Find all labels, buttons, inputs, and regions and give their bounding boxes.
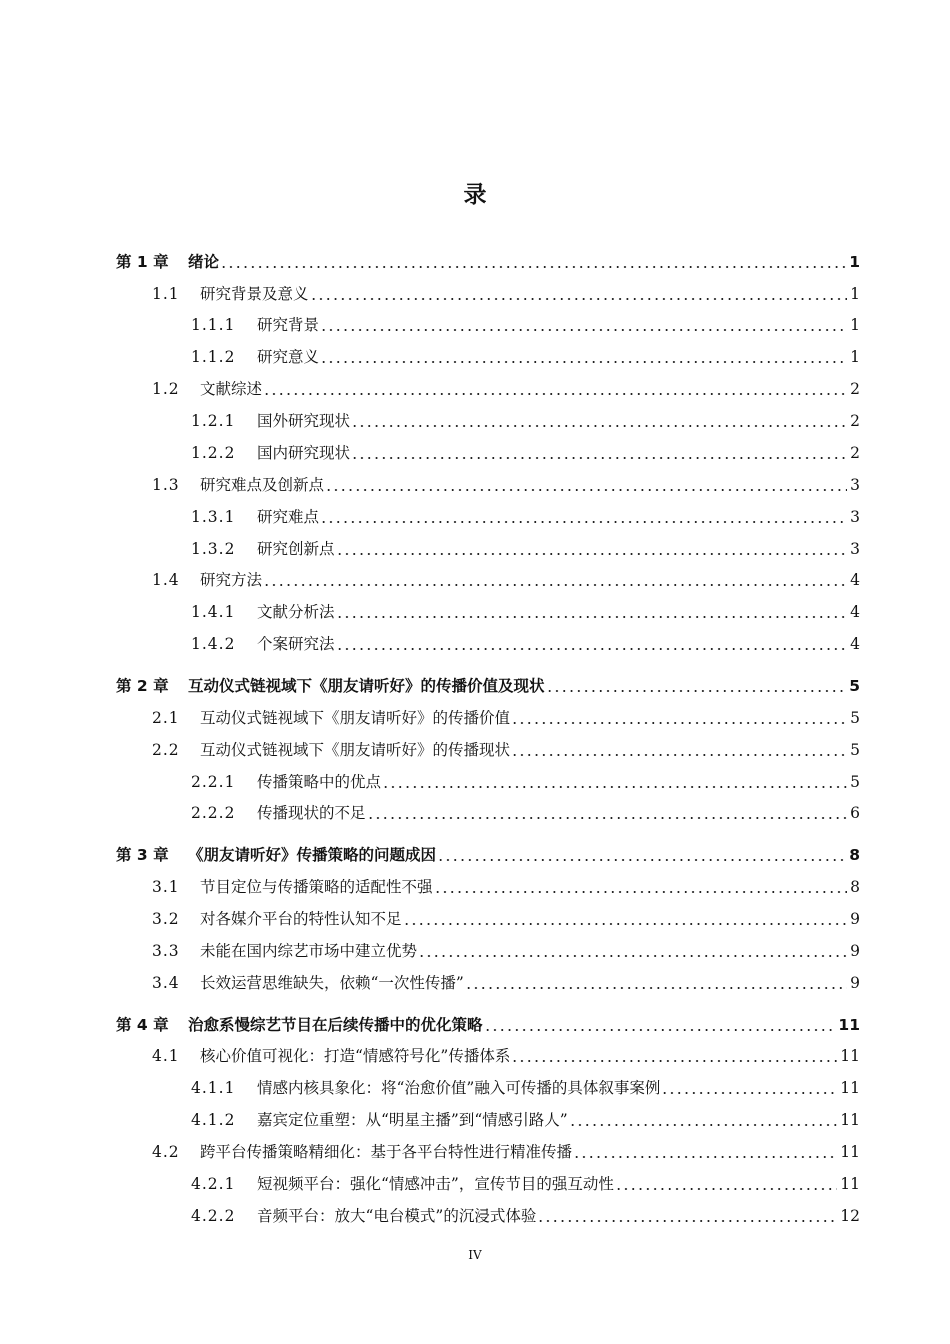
toc-entry-number: 1.4 [152, 571, 180, 589]
toc-entry[interactable] [191, 801, 860, 823]
toc-entry[interactable] [152, 971, 860, 993]
toc-entry[interactable] [191, 313, 860, 335]
toc-entry-number: 1.4.2 [191, 635, 236, 653]
toc-entry-title: 未能在国内综艺市场中建立优势 [200, 942, 418, 960]
toc-entry-title: 研究难点及创新点 [200, 476, 325, 494]
toc-entry-page: 12 [840, 1207, 860, 1225]
dot-leader [537, 1220, 837, 1222]
toc-entry-title: 研究难点 [257, 508, 320, 526]
toc-entry[interactable] [152, 377, 860, 399]
toc-entry-number: 1.2.2 [191, 444, 236, 462]
dot-leader [320, 361, 847, 363]
toc-entry-page: 9 [850, 942, 860, 960]
toc-entry-page: 8 [850, 878, 860, 896]
toc-entry-number: 4.1.2 [191, 1111, 236, 1129]
toc-entry-page: 5 [850, 773, 860, 791]
toc-entry-title: 嘉宾定位重塑：从“明星主播”到“情感引路人” [257, 1111, 568, 1129]
toc-entry[interactable] [152, 568, 860, 590]
toc-entry[interactable] [191, 600, 860, 622]
toc-entry[interactable] [191, 505, 860, 527]
dot-leader [546, 690, 847, 692]
dot-leader [661, 1092, 837, 1094]
toc-entry-number: 2.2 [152, 741, 180, 759]
toc-entry-page: 4 [850, 603, 860, 621]
toc-entry[interactable] [191, 1108, 860, 1130]
dot-leader [351, 425, 847, 427]
toc-entry-page: 6 [850, 804, 860, 822]
toc-entry-page: 1 [849, 253, 860, 271]
toc-entry-title: 跨平台传播策略精细化：基于各平台特性进行精准传播 [200, 1143, 573, 1161]
toc-entry-number: 1.3.1 [191, 508, 236, 526]
toc-entry[interactable] [152, 1140, 860, 1162]
toc-entry-title: 短视频平台：强化“情感冲击”，宣传节目的强互动性 [257, 1175, 614, 1193]
dot-leader [573, 1156, 837, 1158]
dot-leader [263, 393, 847, 395]
toc-entry-page: 9 [850, 974, 860, 992]
toc-entry[interactable] [191, 345, 860, 367]
toc-entry-number: 1.4.1 [191, 603, 236, 621]
toc-entry-number: 4.2.2 [191, 1207, 236, 1225]
toc-entry-title: 情感内核具象化：将“治愈价值”融入可传播的具体叙事案例 [257, 1079, 661, 1097]
toc-entry[interactable] [116, 843, 860, 865]
toc-entry-page: 9 [850, 910, 860, 928]
toc-entry-number: 3.4 [152, 974, 180, 992]
toc-entry-title: 治愈系慢综艺节目在后续传播中的优化策略 [188, 1016, 483, 1034]
toc-entry-number: 4.1 [152, 1047, 180, 1065]
toc-entry-page: 3 [850, 476, 860, 494]
toc-entry[interactable] [191, 1172, 860, 1194]
toc-entry[interactable] [152, 282, 860, 304]
dot-leader [367, 817, 847, 819]
toc-entry-page: 11 [840, 1079, 860, 1097]
dot-leader [336, 553, 847, 555]
toc-entry-title: 文献综述 [200, 380, 263, 398]
dot-leader [325, 489, 847, 491]
toc-entry-title: 研究方法 [200, 571, 263, 589]
toc-entry-number: 3.1 [152, 878, 180, 896]
toc-entry-title: 音频平台：放大“电台模式”的沉浸式体验 [257, 1207, 537, 1225]
toc-entry-page: 2 [850, 444, 860, 462]
toc-entry-title: 研究创新点 [257, 540, 335, 558]
dot-leader [336, 648, 847, 650]
toc-entry[interactable] [191, 1076, 860, 1098]
toc-entry[interactable] [152, 875, 860, 897]
toc-entry[interactable] [116, 1013, 860, 1035]
dot-leader [511, 1060, 837, 1062]
dot-leader [615, 1188, 837, 1190]
toc-entry[interactable] [191, 441, 860, 463]
toc-entry-title: 传播策略中的优点 [257, 773, 382, 791]
toc-entry-page: 1 [850, 285, 860, 303]
toc-entry-title: 互动仪式链视域下《朋友请听好》的传播现状 [200, 741, 511, 759]
toc-entry-page: 1 [850, 316, 860, 334]
dot-leader [434, 891, 847, 893]
toc-entry[interactable] [152, 1044, 860, 1066]
toc-entry-number: 4.2.1 [191, 1175, 236, 1193]
toc-entry-number: 1.1.2 [191, 348, 236, 366]
toc-entry-number: 第 1 章 [116, 253, 169, 271]
toc-entry[interactable] [152, 939, 860, 961]
dot-leader [320, 329, 847, 331]
dot-leader [511, 722, 847, 724]
toc-entry-title: 传播现状的不足 [257, 804, 366, 822]
dot-leader [418, 955, 847, 957]
dot-leader [351, 457, 847, 459]
dot-leader [310, 298, 847, 300]
toc-entry-number: 3.2 [152, 910, 180, 928]
toc-entry[interactable] [191, 1204, 860, 1226]
toc-entry-number: 4.1.1 [191, 1079, 236, 1097]
toc-entry-title: 个案研究法 [257, 635, 335, 653]
toc-entry[interactable] [191, 409, 860, 431]
toc-entry-number: 2.2.1 [191, 773, 236, 791]
toc-entry-page: 4 [850, 635, 860, 653]
dot-leader [382, 786, 847, 788]
dot-leader [569, 1124, 838, 1126]
toc-entry-title: 互动仪式链视域下《朋友请听好》的传播价值 [200, 709, 511, 727]
toc-entry-page: 2 [850, 380, 860, 398]
toc-entry-page: 1 [850, 348, 860, 366]
dot-leader [403, 923, 847, 925]
dot-leader [511, 754, 847, 756]
toc-entry-page: 11 [840, 1047, 860, 1065]
toc-entry-number: 第 4 章 [116, 1016, 169, 1034]
dot-leader [437, 859, 846, 861]
toc-entry-title: 国内研究现状 [257, 444, 351, 462]
toc-entry-title: 研究背景及意义 [200, 285, 309, 303]
dot-leader [220, 266, 846, 268]
toc-entry-title: 节目定位与传播策略的适配性不强 [200, 878, 433, 896]
toc-entry-title: 国外研究现状 [257, 412, 351, 430]
toc-entry-page: 5 [849, 677, 860, 695]
toc-entry-number: 第 2 章 [116, 677, 169, 695]
toc-entry-number: 4.2 [152, 1143, 180, 1161]
toc-entry-number: 第 3 章 [116, 846, 169, 864]
toc-entry-number: 2.1 [152, 709, 180, 727]
toc-entry-title: 《朋友请听好》传播策略的问题成因 [188, 846, 437, 864]
dot-leader [320, 521, 847, 523]
toc-entry-page: 3 [850, 540, 860, 558]
toc-entry-title: 研究意义 [257, 348, 320, 366]
toc-entry-title: 核心价值可视化：打造“情感符号化”传播体系 [200, 1047, 511, 1065]
toc-entry[interactable] [152, 706, 860, 728]
toc-entry-title: 长效运营思维缺失，依赖“一次性传播” [200, 974, 464, 992]
toc-entry-title: 互动仪式链视域下《朋友请听好》的传播价值及现状 [188, 677, 545, 695]
toc-entry-page: 11 [840, 1175, 860, 1193]
toc-entry-page: 11 [840, 1143, 860, 1161]
toc-entry[interactable] [152, 738, 860, 760]
toc-entry[interactable] [191, 537, 860, 559]
toc-entry-page: 8 [849, 846, 860, 864]
toc-entry-number: 1.2.1 [191, 412, 236, 430]
dot-leader [465, 987, 847, 989]
toc-entry-number: 3.3 [152, 942, 180, 960]
toc-entry[interactable] [191, 770, 860, 792]
toc-entry-page: 11 [840, 1111, 860, 1129]
toc-entry-number: 2.2.2 [191, 804, 236, 822]
toc-entry-title: 绪论 [188, 253, 220, 271]
page-number-footer: IV [468, 1248, 482, 1262]
page-title: 录 [463, 182, 487, 208]
toc-entry[interactable] [191, 632, 860, 654]
toc-entry-number: 1.1 [152, 285, 180, 303]
dot-leader [484, 1029, 836, 1031]
dot-leader [336, 616, 847, 618]
toc-entry-page: 5 [850, 741, 860, 759]
toc-entry-page: 5 [850, 709, 860, 727]
toc-entry-title: 文献分析法 [257, 603, 335, 621]
toc-entry[interactable] [152, 907, 860, 929]
toc-entry-title: 对各媒介平台的特性认知不足 [200, 910, 402, 928]
toc-entry[interactable] [116, 250, 860, 272]
toc-entry[interactable] [116, 674, 860, 696]
toc-entry-number: 1.2 [152, 380, 180, 398]
toc-entry-page: 11 [838, 1016, 860, 1034]
dot-leader [263, 584, 847, 586]
toc-entry-title: 研究背景 [257, 316, 320, 334]
toc-entry-number: 1.3.2 [191, 540, 236, 558]
toc-entry[interactable] [152, 473, 860, 495]
toc-entry-number: 1.1.1 [191, 316, 236, 334]
toc-entry-page: 4 [850, 571, 860, 589]
toc-entry-page: 2 [850, 412, 860, 430]
toc-entry-number: 1.3 [152, 476, 180, 494]
toc-entry-page: 3 [850, 508, 860, 526]
